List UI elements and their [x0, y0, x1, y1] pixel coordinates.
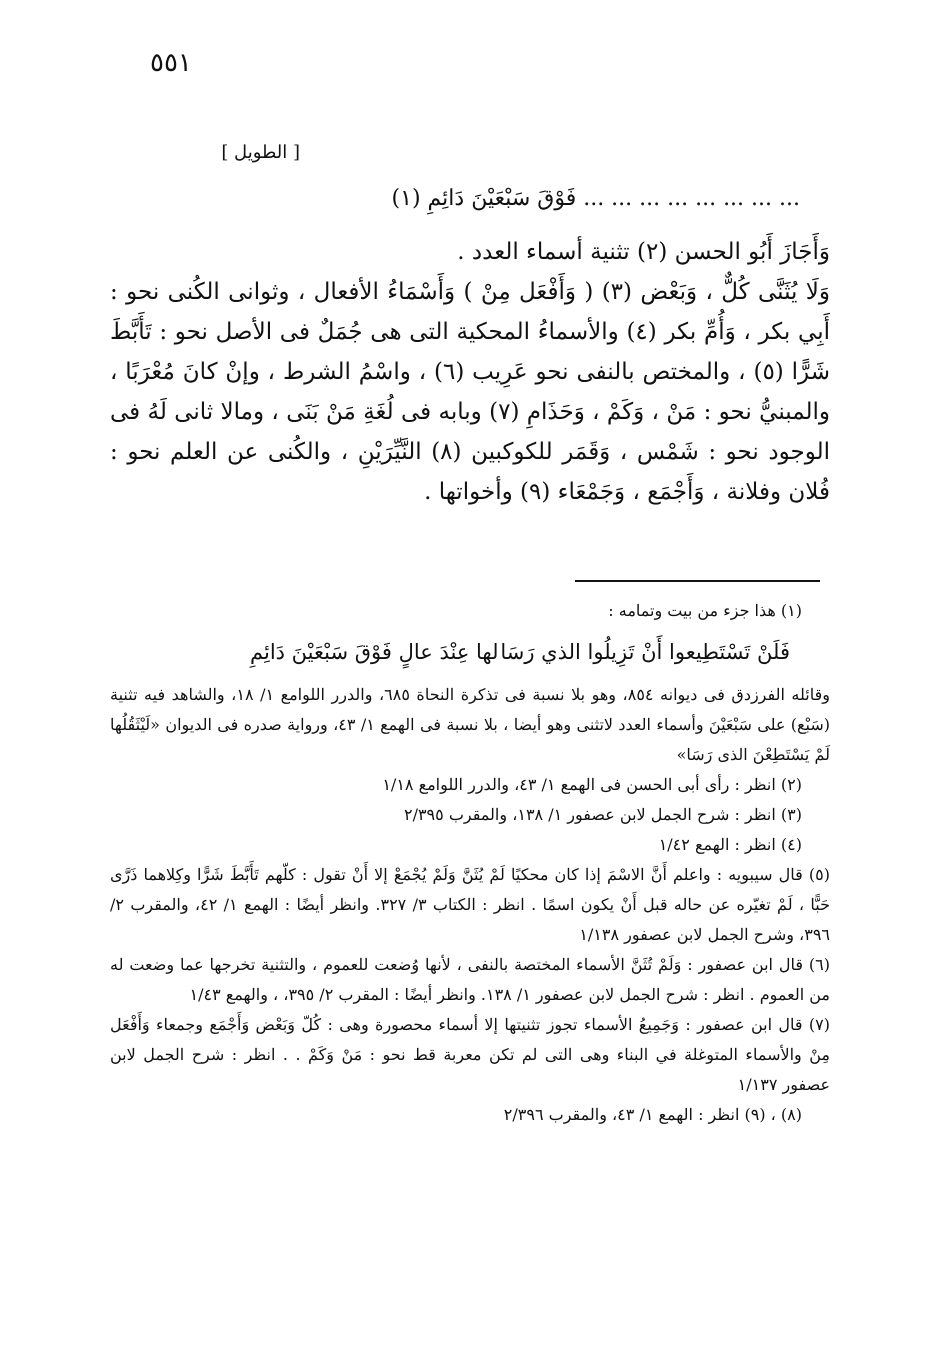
main-text [110, 232, 830, 512]
couplet-first-hemistich: فَلَنْ تَسْتَطِيعوا أَنْ تَزِيلُوا الذي رَسَا [500, 640, 790, 664]
verse-fragment: ... ... ... ... ... ... ... ... فَوْقَ سَبْعَيْنَ دَائِمِ (١) [391, 186, 800, 211]
footnote-1-intro: (١) هذا جزء من بيت وتمامه : [608, 601, 802, 620]
main-paragraph: وَأَجَازَ أَبُو الحسن (٢) تثنية أسماء العدد . [457, 239, 830, 265]
footnote-7: (٧) قال ابن عصفور : وَجَمِيعُ الأسماء تجوز تثنيتها إلا أسماء محصورة وهى : كُلّ وَبَعْض وَأَجْمَع وجمعاء وَأَفْعَل مِنْ والأسماء المتوغلة في البناء وهى التى لم تكن معربة قط نحو : مَنْ وَكَمْ . . انظر : شرح الجمل لابن عصفور ١/١٣٧ [110, 1015, 831, 1094]
footnotes [110, 596, 830, 1130]
main-paragraph: وَلَا يُثَنَّى كُلٌّ ، وَبَعْض (٣) ( وَأَفْعَل مِنْ ) وَأَسْمَاءُ الأفعال ، وثوانى الكُنى نحو : أَبِي بكر ، وَأُمِّ بكر (٤) والأسماءُ المحكية التى هى جُمَلٌ فى الأصل نحو : تَأَبَّطَ شَرًّا (٥) ، والمختص بالنفى نحو عَرِيب (٦) ، واسْمُ الشرط ، وإنْ كانَ مُعْرَبًا ، والمبنيُّ نحو : مَنْ ، وَكَمْ ، وَحَذَامِ (٧) وبابه فى لُغَةِ مَنْ بَنَى ، ومالا ثانى لَهُ فى الوجود نحو : شَمْس ، وَقَمَر للكوكبين (٨) النَّيِّرَيْنِ ، والكُنى عن العلم نحو : فُلان وفلانة ، وَأَجْمَع ، وَجَمْعَاء (٩) وأخواتها . [110, 279, 830, 505]
footnote-6: (٦) قال ابن عصفور : وَلَمْ تُثَنَّ الأسماء المختصة بالنفى ، لأنها وُضعت للعموم ، والتثنية تخرجها عما وضعت له من العموم . انظر : شرح الجمل لابن عصفور ١/ ١٣٨. وانظر أيضًا : المقرب ٢/ ٣٩٥، ، والهمع ١/٤٣ [110, 955, 830, 1004]
footnote-4: (٤) انظر : الهمع ١/٤٢ [658, 835, 802, 854]
footnote-8-9: (٨) ، (٩) انظر : الهمع ١/ ٤٣، والمقرب ٢/٣٩٦ [503, 1105, 802, 1124]
footnote-divider [575, 580, 820, 582]
meter-label: [ الطويل ] [221, 142, 300, 163]
poetry-couplet [110, 626, 830, 680]
footnote-1-body: وقائله الفرزدق فى ديوانه ٨٥٤، وهو بلا نسبة فى تذكرة النحاة ٦٨٥، والدرر اللوامع ١/ ١٨، والشاهد فيه تثنية (سَبْع) على سَبْعَيْنَ وأسماء العدد لاتثنى وهو أيضا ، بلا نسبة فى الهمع ١/ ٤٣، ورواية صدره فى الديوان «لَيْثَقُلُها لَمْ يَسْتَطِعْنَ الذى رَسَا» [110, 685, 831, 764]
couplet-second-hemistich: لها عِنْدَ عالٍ فَوْقَ سَبْعَيْنَ دَائِمِ [250, 640, 499, 664]
footnote-3: (٣) انظر : شرح الجمل لابن عصفور ١/ ١٣٨، والمقرب ٢/٣٩٥ [403, 805, 802, 824]
page-number: ٥٥١ [150, 48, 192, 78]
footnote-5: (٥) قال سيبويه : واعلم أَنَّ الاسْمَ إذا كان محكيًا لَمْ يُثَنَّ وَلَمْ يُجْمَعْ إلا أَنْ تقول : كلّهم تَأَبَّطَ شَرًّا وكِلاهما ذَرَّى حَبًّا ، لَمْ تغيّره عن حاله قبل أَنْ يكون اسمًا . انظر : الكتاب ٣/ ٣٢٧. وانظر أيضًا : الهمع ١/ ٤٢، والمقرب ٢/ ٣٩٦، وشرح الجمل لابن عصفور ١/١٣٨ [110, 865, 831, 944]
footnote-2: (٢) انظر : رأى أبى الحسن فى الهمع ١/ ٤٣، والدرر اللوامع ١/١٨ [382, 775, 802, 794]
